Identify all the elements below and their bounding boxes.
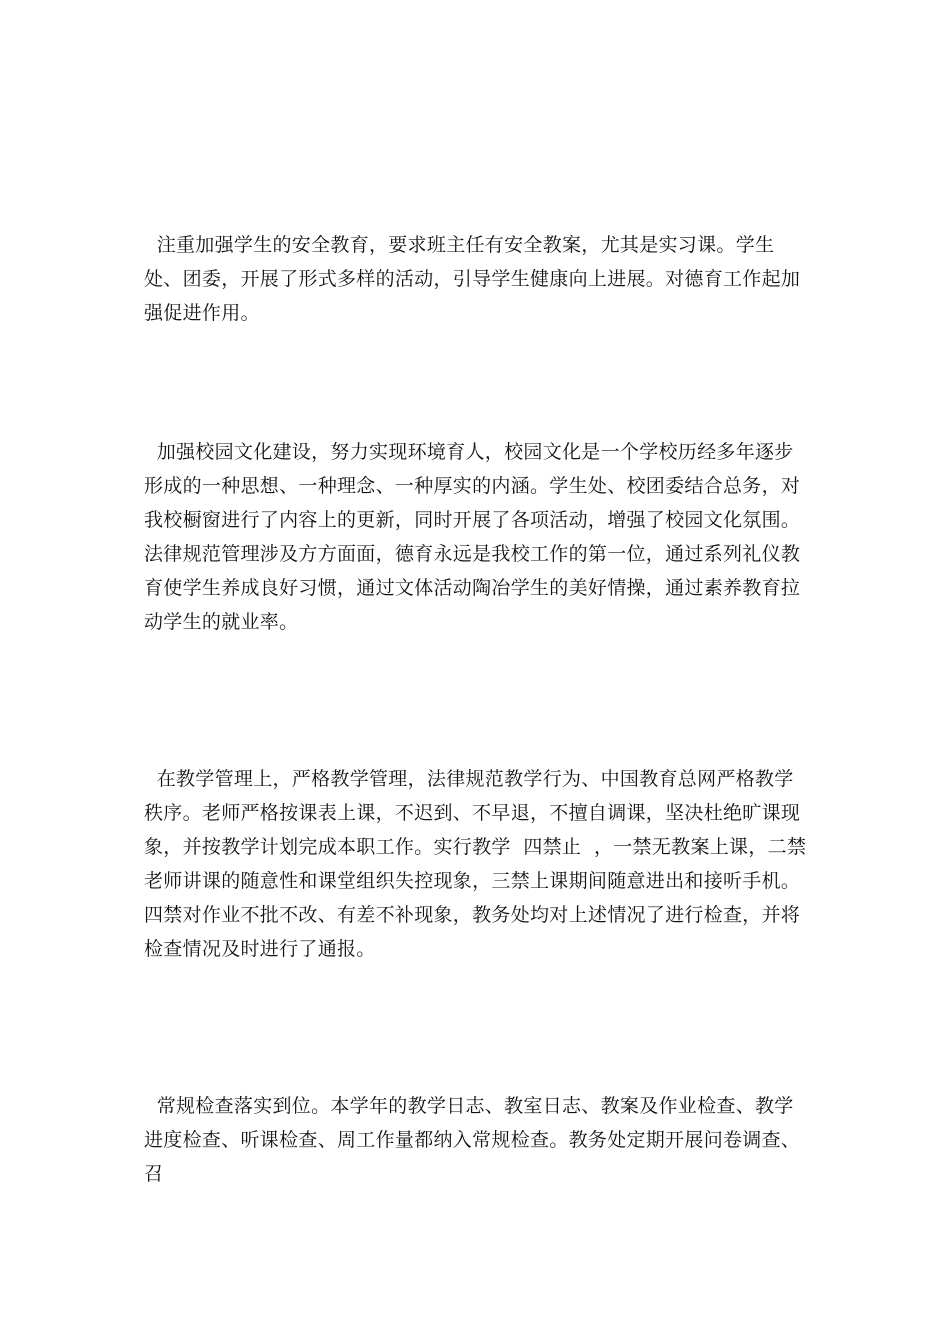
paragraph-safety-education: 注重加强学生的安全教育，要求班主任有安全教案，尤其是实习课。学生处、团委，开展了形式多样的活动，引导学生健康向上进展。对德育工作起加强促进作用。 [144, 234, 801, 324]
paragraph-routine-inspection: 常规检查落实到位。本学年的教学日志、教室日志、教案及作业检查、教学进度检查、听课检查、周工作量都纳入常规检查。教务处定期开展问卷调查、召 [144, 1095, 801, 1185]
paragraph-teaching-management: 在教学管理上，严格教学管理，法律规范教学行为、中国教育总网严格教学秩序。老师严格按课表上课，不迟到、不早退，不擅自调课，坚决杜绝旷课现象，并按教学计划完成本职工作。实行教学 四禁止 ，一禁无教案上课，二禁老师讲课的随意性和课堂组织失控现象，三禁上课期间随意进出和接听手机。四禁对作业不批不改、有差不补现象，教务处均对上述情况了进行检查，并将检查情况及时进行了通报。 [144, 768, 807, 960]
paragraph-campus-culture: 加强校园文化建设，努力实现环境育人，校园文化是一个学校历经多年逐步形成的一种思想、一种理念、一种厚实的内涵。学生处、校团委结合总务，对我校橱窗进行了内容上的更新，同时开展了各项活动，增强了校园文化氛围。法律规范管理涉及方方面面，德育永远是我校工作的第一位，通过系列礼仪教育使学生养成良好习惯，通过文体活动陶冶学生的美好情操，通过素养教育拉动学生的就业率。 [144, 441, 801, 633]
